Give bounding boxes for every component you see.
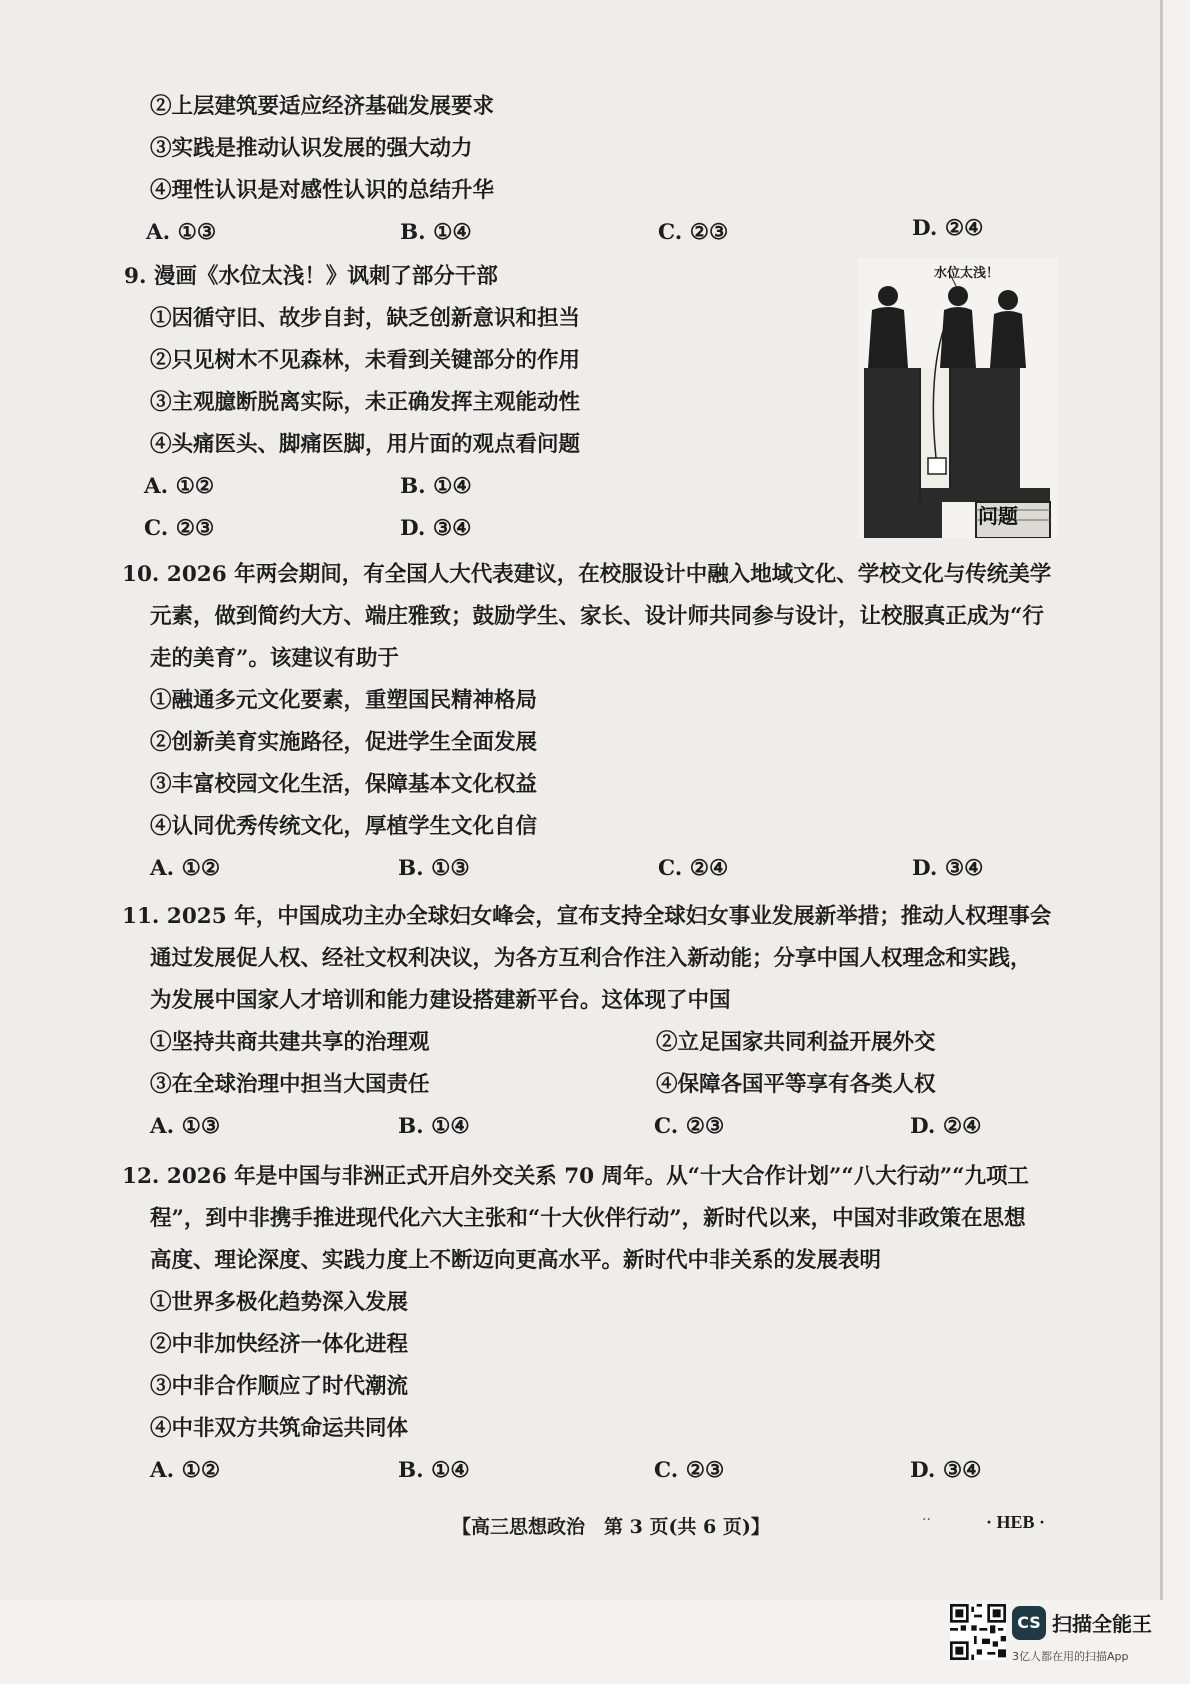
q9-option-b: B. ①④ — [400, 474, 472, 499]
q12-option-b: B. ①④ — [398, 1458, 470, 1483]
q9-statement-2: ②只见树木不见森林，未看到关键部分的作用 — [150, 348, 581, 373]
q8-option-b: B. ①④ — [400, 220, 472, 245]
q9-statement-1: ①因循守旧、故步自封，缺乏创新意识和担当 — [150, 306, 581, 331]
q9-statement-3: ③主观臆断脱离实际，未正确发挥主观能动性 — [150, 390, 581, 415]
q12-stem-line-3: 高度、理论深度、实践力度上不断迈向更高水平。新时代中非关系的发展表明 — [150, 1248, 882, 1273]
page-footer: 【高三思想政治 第 3 页(共 6 页)】 — [452, 1516, 770, 1538]
q12-statement-1: ①世界多极化趋势深入发展 — [150, 1290, 409, 1315]
q9-statement-4: ④头痛医头、脚痛医脚，用片面的观点看问题 — [150, 432, 581, 457]
qr-code-icon — [950, 1604, 1006, 1660]
scanner-tagline: 3亿人都在用的扫描App — [1012, 1650, 1129, 1663]
q12-option-c: C. ②③ — [654, 1458, 725, 1483]
q10-statement-1: ①融通多元文化要素，重塑国民精神格局 — [150, 688, 538, 713]
q8-option-a: A. ①③ — [146, 220, 217, 245]
scanner-app-name: 扫描全能王 — [1052, 1612, 1152, 1636]
q11-stem-line-2: 通过发展促人权、经社文权利决议，为各方互利合作注入新动能；分享中国人权理念和实践， — [150, 946, 1032, 971]
scanner-watermark — [950, 1604, 1185, 1674]
q12-option-d: D. ③④ — [910, 1458, 982, 1483]
q9-stem: 9. 漫画《水位太浅！》讽刺了部分干部 — [124, 264, 498, 289]
q11-statement-3: ③在全球治理中担当大国责任 — [150, 1072, 430, 1097]
q8-option-d: D. ②④ — [912, 216, 984, 241]
q8-statement-2: ②上层建筑要适应经济基础发展要求 — [150, 94, 495, 119]
q10-option-a: A. ①② — [150, 856, 221, 881]
q10-stem-line-3: 走的美育”。该建议有助于 — [150, 646, 399, 671]
q12-stem-line-2: 程”，到中非携手推进现代化六大主张和“十大伙伴行动”，新时代以来，中国对非政策在思想 — [150, 1206, 1026, 1231]
q11-option-a: A. ①③ — [150, 1114, 221, 1139]
q11-option-c: C. ②③ — [654, 1114, 725, 1139]
q8-statement-3: ③实践是推动认识发展的强大动力 — [150, 136, 473, 161]
footer-code: · HEB · — [986, 1512, 1046, 1532]
footer-dots: .. — [922, 1508, 931, 1524]
q10-statement-3: ③丰富校园文化生活，保障基本文化权益 — [150, 772, 538, 797]
q12-statement-2: ②中非加快经济一体化进程 — [150, 1332, 409, 1357]
cartoon-caption: 水位太浅！ — [934, 266, 1000, 281]
q12-stem-line-1: 12. 2026 年是中国与非洲正式开启外交关系 70 周年。从“十大合作计划”“八大行动”“九项工 — [122, 1164, 1029, 1189]
q8-option-c: C. ②③ — [658, 220, 729, 245]
q9-option-d: D. ③④ — [400, 516, 472, 541]
q11-statement-4: ④保障各国平等享有各类人权 — [656, 1072, 936, 1097]
q12-statement-4: ④中非双方共筑命运共同体 — [150, 1416, 409, 1441]
q11-statement-1: ①坚持共商共建共享的治理观 — [150, 1030, 430, 1055]
q10-statement-2: ②创新美育实施路径，促进学生全面发展 — [150, 730, 538, 755]
q11-stem-line-1: 11. 2025 年，中国成功主办全球妇女峰会，宣布支持全球妇女事业发展新举措；推动人权理事会 — [122, 904, 1052, 929]
scanner-logo-icon: CS — [1012, 1606, 1046, 1640]
q10-statement-4: ④认同优秀传统文化，厚植学生文化自信 — [150, 814, 538, 839]
q10-option-d: D. ③④ — [912, 856, 984, 881]
q12-option-a: A. ①② — [150, 1458, 221, 1483]
q9-option-a: A. ①② — [144, 474, 215, 499]
q10-option-c: C. ②④ — [658, 856, 729, 881]
q12-statement-3: ③中非合作顺应了时代潮流 — [150, 1374, 409, 1399]
cartoon-label-problem: 问题 — [978, 504, 1018, 528]
q11-option-b: B. ①④ — [398, 1114, 470, 1139]
q9-option-c: C. ②③ — [144, 516, 215, 541]
q11-statement-2: ②立足国家共同利益开展外交 — [656, 1030, 936, 1055]
water-level-cartoon — [858, 258, 1058, 538]
q10-option-b: B. ①③ — [398, 856, 470, 881]
q8-statement-4: ④理性认识是对感性认识的总结升华 — [150, 178, 495, 203]
q10-stem-line-2: 元素，做到简约大方、端庄雅致；鼓励学生、家长、设计师共同参与设计，让校服真正成为“行 — [150, 604, 1044, 629]
q11-option-d: D. ②④ — [910, 1114, 982, 1139]
q10-stem-line-1: 10. 2026 年两会期间，有全国人大代表建议，在校服设计中融入地域文化、学校文化与传统美学 — [122, 562, 1052, 587]
q11-stem-line-3: 为发展中国家人才培训和能力建设搭建新平台。这体现了中国 — [150, 988, 731, 1013]
